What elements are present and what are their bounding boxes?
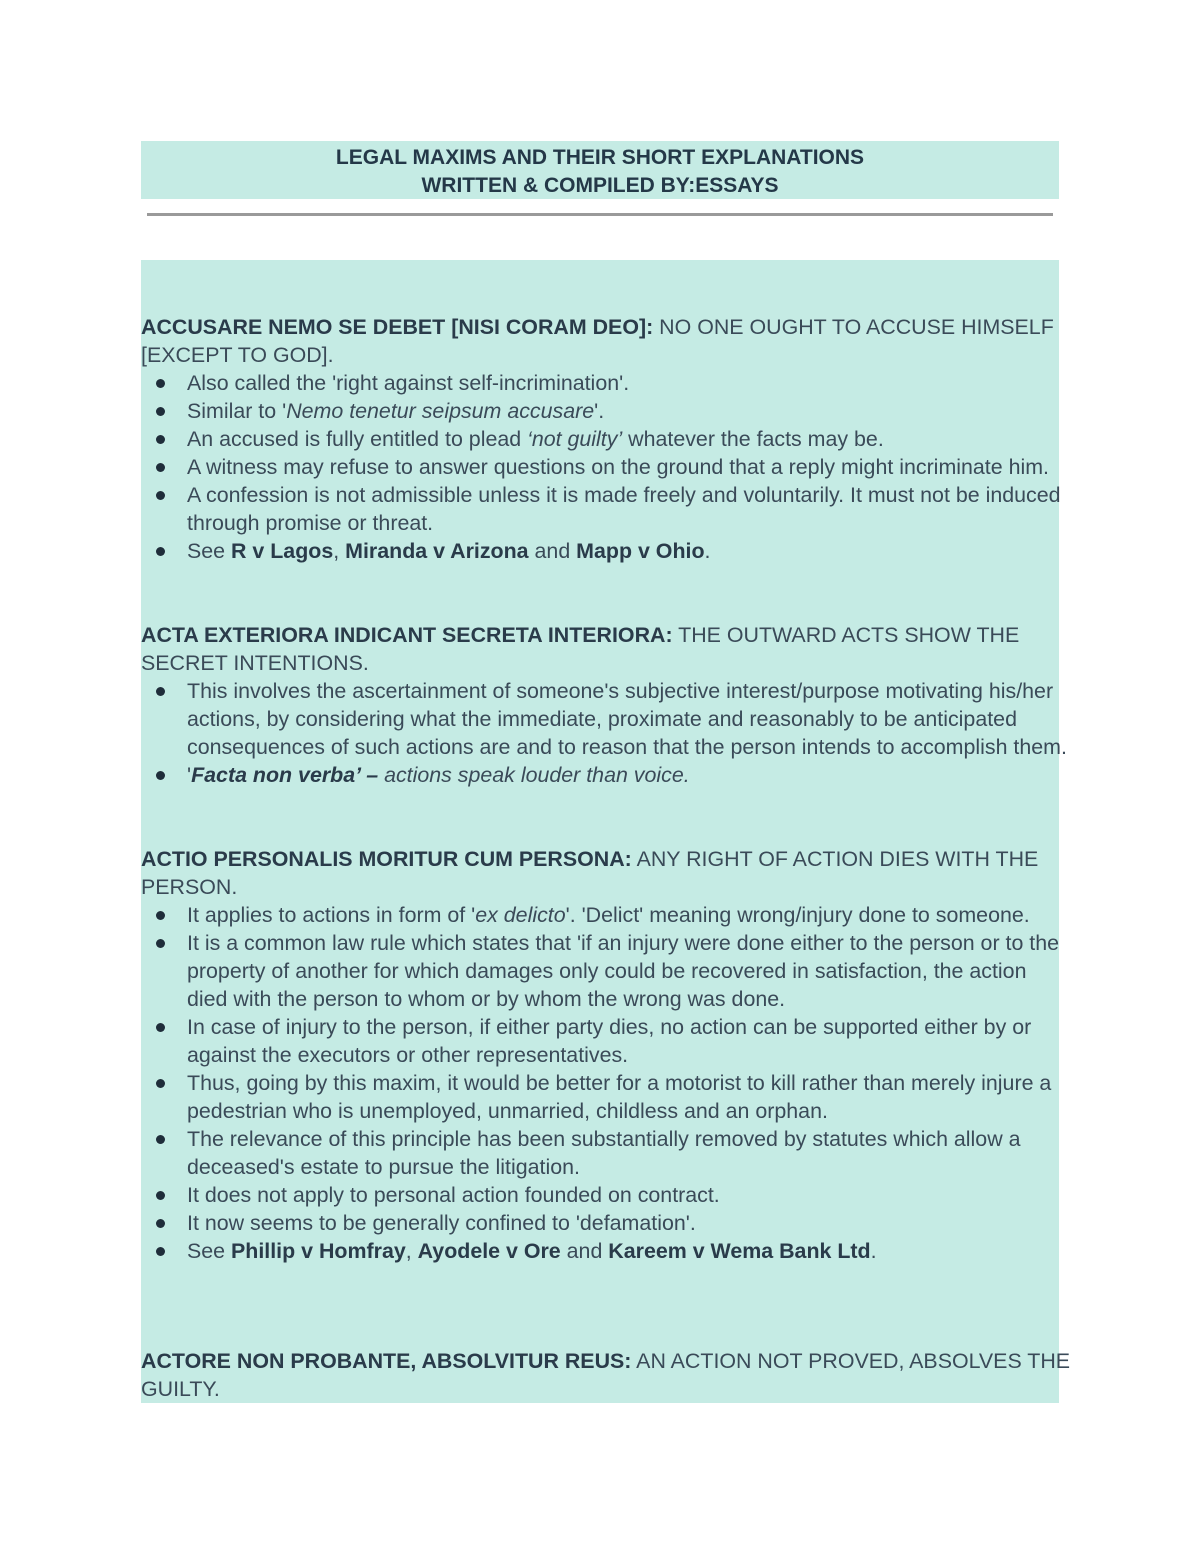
bullet-icon — [156, 687, 165, 696]
bullet-text: It applies to actions in form of ' — [187, 903, 476, 927]
maxim-section — [141, 1347, 1101, 1403]
maxim-heading — [141, 845, 1101, 901]
list-item — [141, 481, 1067, 537]
bullet-text: Similar to ' — [187, 399, 287, 423]
maxims-content — [141, 260, 1071, 1403]
bullet-icon — [156, 1079, 165, 1088]
bullet-text: In case of injury to the person, if either party dies, no action can be supported either by or against the executors or other representatives. — [187, 1015, 1032, 1067]
list-item — [141, 369, 1067, 397]
bullet-text: . — [704, 539, 711, 563]
bullet-icon — [156, 547, 165, 556]
bullet-text: and — [560, 1239, 609, 1263]
bullet-text: The relevance of this principle has been substantially removed by statutes which allow a deceased's estate to pursue the litigation. — [187, 1127, 1021, 1179]
bullet-text: , — [333, 539, 346, 563]
case-name: Phillip v Homfray — [231, 1239, 406, 1263]
bullet-icon — [156, 407, 165, 416]
bullet-list — [141, 677, 1101, 789]
bullet-icon — [156, 379, 165, 388]
maxim-translation: AN ACTION NOT PROVED, ABSOLVES THE GUILTY. — [141, 1349, 1071, 1401]
latin-phrase: Facta non verba’ – — [191, 763, 379, 787]
bullet-icon — [156, 1023, 165, 1032]
list-item — [141, 929, 1067, 1013]
bullet-text: A witness may refuse to answer questions on the ground that a reply might incriminate him. — [187, 455, 1049, 479]
list-item — [141, 1069, 1067, 1125]
bullet-text: ' — [187, 763, 192, 787]
case-name: Ayodele v Ore — [417, 1239, 561, 1263]
maxim-term: ACTA EXTERIORA INDICANT SECRETA INTERIORA: — [141, 623, 673, 647]
case-name: Miranda v Arizona — [345, 539, 529, 563]
maxim-translation: NO ONE OUGHT TO ACCUSE HIMSELF [EXCEPT TO GOD]. — [141, 315, 1054, 367]
bullet-text: It is a common law rule which states that 'if an injury were done either to the person or to the property of another for which damages only could be recovered in satisfaction, the action died with the person to whom or by whom the wrong was done. — [187, 931, 1060, 1011]
bullet-text: This involves the ascertainment of someone's subjective interest/purpose motivating his/her actions, by considering what the immediate, proximate and reasonably to be anticipated consequences of such actions are and to reason that the person intends to accomplish them. — [187, 679, 1067, 759]
maxim-term: ACTIO PERSONALIS MORITUR CUM PERSONA: — [141, 847, 632, 871]
bullet-text: whatever the facts may be. — [622, 427, 884, 451]
bullet-icon — [156, 435, 165, 444]
bullet-icon — [156, 911, 165, 920]
bullet-icon — [156, 771, 165, 780]
bullet-text: It now seems to be generally confined to 'defamation'. — [187, 1211, 696, 1235]
bullet-icon — [156, 1135, 165, 1144]
maxim-heading — [141, 1347, 1101, 1403]
list-item — [141, 677, 1067, 761]
maxim-section — [141, 845, 1101, 1265]
bullet-text: See — [187, 1239, 232, 1263]
bullet-list — [141, 369, 1101, 565]
list-item — [141, 537, 1067, 565]
list-item — [141, 1013, 1067, 1069]
list-item — [141, 1237, 1067, 1265]
list-item — [141, 901, 1067, 929]
header-divider — [147, 213, 1053, 216]
case-name: R v Lagos — [231, 539, 334, 563]
latin-phrase: Nemo tenetur seipsum accusare — [286, 399, 595, 423]
bullet-text: '. 'Delict' meaning wrong/injury done to someone. — [565, 903, 1030, 927]
bullet-icon — [156, 1247, 165, 1256]
document-subtitle: WRITTEN & COMPILED BY:ESSAYS — [421, 174, 779, 197]
bullet-text: '. — [594, 399, 605, 423]
maxim-section — [141, 313, 1101, 565]
bullet-icon — [156, 1191, 165, 1200]
emphasis-text: ‘not guilty’ — [527, 427, 623, 451]
bullet-icon — [156, 1219, 165, 1228]
bullet-text: See — [187, 539, 232, 563]
bullet-text: It does not apply to personal action founded on contract. — [187, 1183, 720, 1207]
maxim-term: ACCUSARE NEMO SE DEBET [NISI CORAM DEO]: — [141, 315, 654, 339]
list-item — [141, 1181, 1067, 1209]
maxim-section — [141, 621, 1101, 789]
list-item — [141, 1209, 1067, 1237]
bullet-text: . — [870, 1239, 877, 1263]
bullet-text: , — [405, 1239, 418, 1263]
list-item — [141, 425, 1067, 453]
maxim-heading — [141, 621, 1101, 677]
list-item — [141, 761, 1067, 789]
bullet-icon — [156, 491, 165, 500]
bullet-text: A confession is not admissible unless it is made freely and voluntarily. It must not be induced through promise or threat. — [187, 483, 1061, 535]
maxim-translation: ANY RIGHT OF ACTION DIES WITH THE PERSON. — [141, 847, 1039, 899]
bullet-text: and — [528, 539, 577, 563]
bullet-text: Also called the 'right against self-incrimination'. — [187, 371, 630, 395]
latin-phrase: ex delicto — [475, 903, 566, 927]
list-item — [141, 453, 1067, 481]
bullet-icon — [156, 463, 165, 472]
maxim-translation: THE OUTWARD ACTS SHOW THE SECRET INTENTIONS. — [141, 623, 1020, 675]
document-title: LEGAL MAXIMS AND THEIR SHORT EXPLANATIONS — [335, 146, 865, 169]
case-name: Mapp v Ohio — [576, 539, 705, 563]
bullet-text: Thus, going by this maxim, it would be better for a motorist to kill rather than merely injure a pedestrian who is unemployed, unmarried, childless and an orphan. — [187, 1071, 1052, 1123]
document-header — [141, 141, 1059, 199]
bullet-list — [141, 901, 1101, 1265]
bullet-icon — [156, 939, 165, 948]
case-name: Kareem v Wema Bank Ltd — [608, 1239, 871, 1263]
maxim-term: ACTORE NON PROBANTE, ABSOLVITUR REUS: — [141, 1349, 632, 1373]
maxim-heading — [141, 313, 1101, 369]
bullet-text: An accused is fully entitled to plead — [187, 427, 528, 451]
emphasis-text: actions speak louder than voice. — [378, 763, 690, 787]
list-item — [141, 1125, 1067, 1181]
list-item — [141, 397, 1067, 425]
